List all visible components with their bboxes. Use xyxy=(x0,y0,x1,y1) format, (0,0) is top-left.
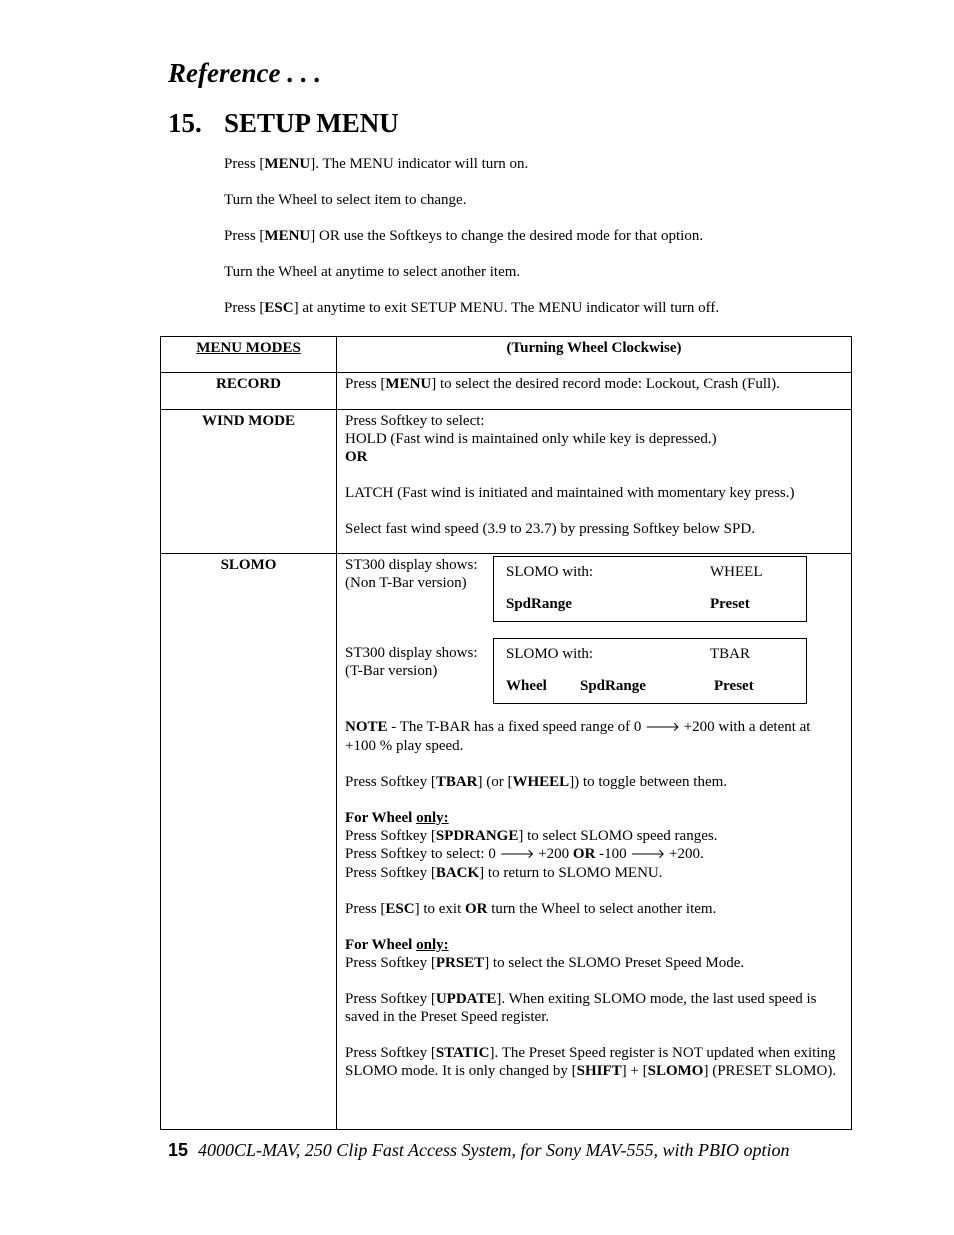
intro-step-5: Press [ESC] at anytime to exit SETUP MENU. The MENU indicator will turn off. xyxy=(224,300,720,316)
key-esc: ESC xyxy=(264,300,294,316)
st300-display-wheel: SLOMO with: WHEEL SpdRange Preset xyxy=(493,556,807,622)
arrow-right-icon: 🡒 xyxy=(499,847,535,862)
section-heading xyxy=(168,106,399,140)
intro-step-3: Press [MENU] OR use the Softkeys to change the desired mode for that option. xyxy=(224,228,704,244)
display-non-tbar: ST300 display shows: (Non T-Bar version) SLOMO with: WHEEL SpdRange Preset xyxy=(345,556,843,622)
table-row-wind-mode xyxy=(161,410,852,554)
st300-display-tbar: SLOMO with: TBAR Wheel SpdRange Preset xyxy=(493,638,807,704)
key-menu: MENU xyxy=(264,228,311,244)
page-number: 15 xyxy=(168,1140,189,1160)
mode-record: RECORD xyxy=(161,373,337,410)
intro-step-4: Turn the Wheel at anytime to select another item. xyxy=(224,264,521,280)
document-title: 4000CL-MAV, 250 Clip Fast Access System, for Sony MAV-555, with PBIO option xyxy=(198,1140,790,1160)
intro-instructions xyxy=(224,155,844,317)
page-footer xyxy=(168,1139,790,1161)
slomo-description: ST300 display shows: (Non T-Bar version) SLOMO with: WHEEL SpdRange Preset ST300 display shows: (T-Bar version) SLOMO with: TBAR Wheel SpdRange Preset NOTE - The T-BAR has a fixed speed range of 0 🡒 +200 with a detent at +100 % play speed. Press Softkey [TBAR] (or [WHEEL]) to toggle between them. For Wheel only: Press Softkey [SPDRANGE] to select SLOMO speed ranges. Press Softkey to select: 0 🡒 +200 OR -100 🡒 +200. Press Softkey [BACK] to return to SLOMO MENU. Press [ESC] to exit OR turn the Wheel to select another item. For Wheel only: Press Softkey [PRSET] to select the SLOMO Preset Speed Mode. Press Softkey [UPDATE]. When exiting SLOMO mode, the last used speed is saved in the Preset Speed register. Press Softkey [STATIC]. The Preset Speed register is NOT updated when exiting SLOMO mode. It is only changed by [SHIFT] + [SLOMO] (PRESET SLOMO). xyxy=(337,554,852,1130)
table-row-slomo xyxy=(161,554,852,1130)
column-header-menu-modes: MENU MODES xyxy=(161,337,337,373)
mode-wind: WIND MODE xyxy=(161,410,337,554)
wind-description: Press Softkey to select: HOLD (Fast wind is maintained only while key is depressed.) OR LATCH (Fast wind is initiated and maintained with momentary key press.) Select fast wind speed (3.9 to 23.7) by pressing Softkey below SPD. xyxy=(337,410,852,554)
column-header-description: (Turning Wheel Clockwise) xyxy=(337,337,852,373)
setup-menu-table xyxy=(160,336,852,1130)
display-tbar: ST300 display shows: (T-Bar version) SLOMO with: TBAR Wheel SpdRange Preset xyxy=(345,638,843,704)
table-header-row xyxy=(161,337,852,373)
table-row-record xyxy=(161,373,852,410)
mode-slomo: SLOMO xyxy=(161,554,337,1130)
section-title: SETUP MENU xyxy=(224,108,399,138)
tbar-note: NOTE - The T-BAR has a fixed speed range of 0 🡒 +200 with a detent at +100 % play speed. xyxy=(345,719,811,754)
intro-step-2: Turn the Wheel to select item to change. xyxy=(224,192,467,208)
key-menu: MENU xyxy=(264,156,311,172)
intro-step-1: Press [MENU]. The MENU indicator will turn on. xyxy=(224,156,529,172)
arrow-right-icon: 🡒 xyxy=(645,720,680,735)
record-description: Press [MENU] to select the desired record mode: Lockout, Crash (Full). xyxy=(337,373,852,410)
arrow-right-icon: 🡒 xyxy=(630,847,666,862)
running-head: Reference . . . xyxy=(168,58,321,88)
section-number: 15. xyxy=(168,108,202,138)
